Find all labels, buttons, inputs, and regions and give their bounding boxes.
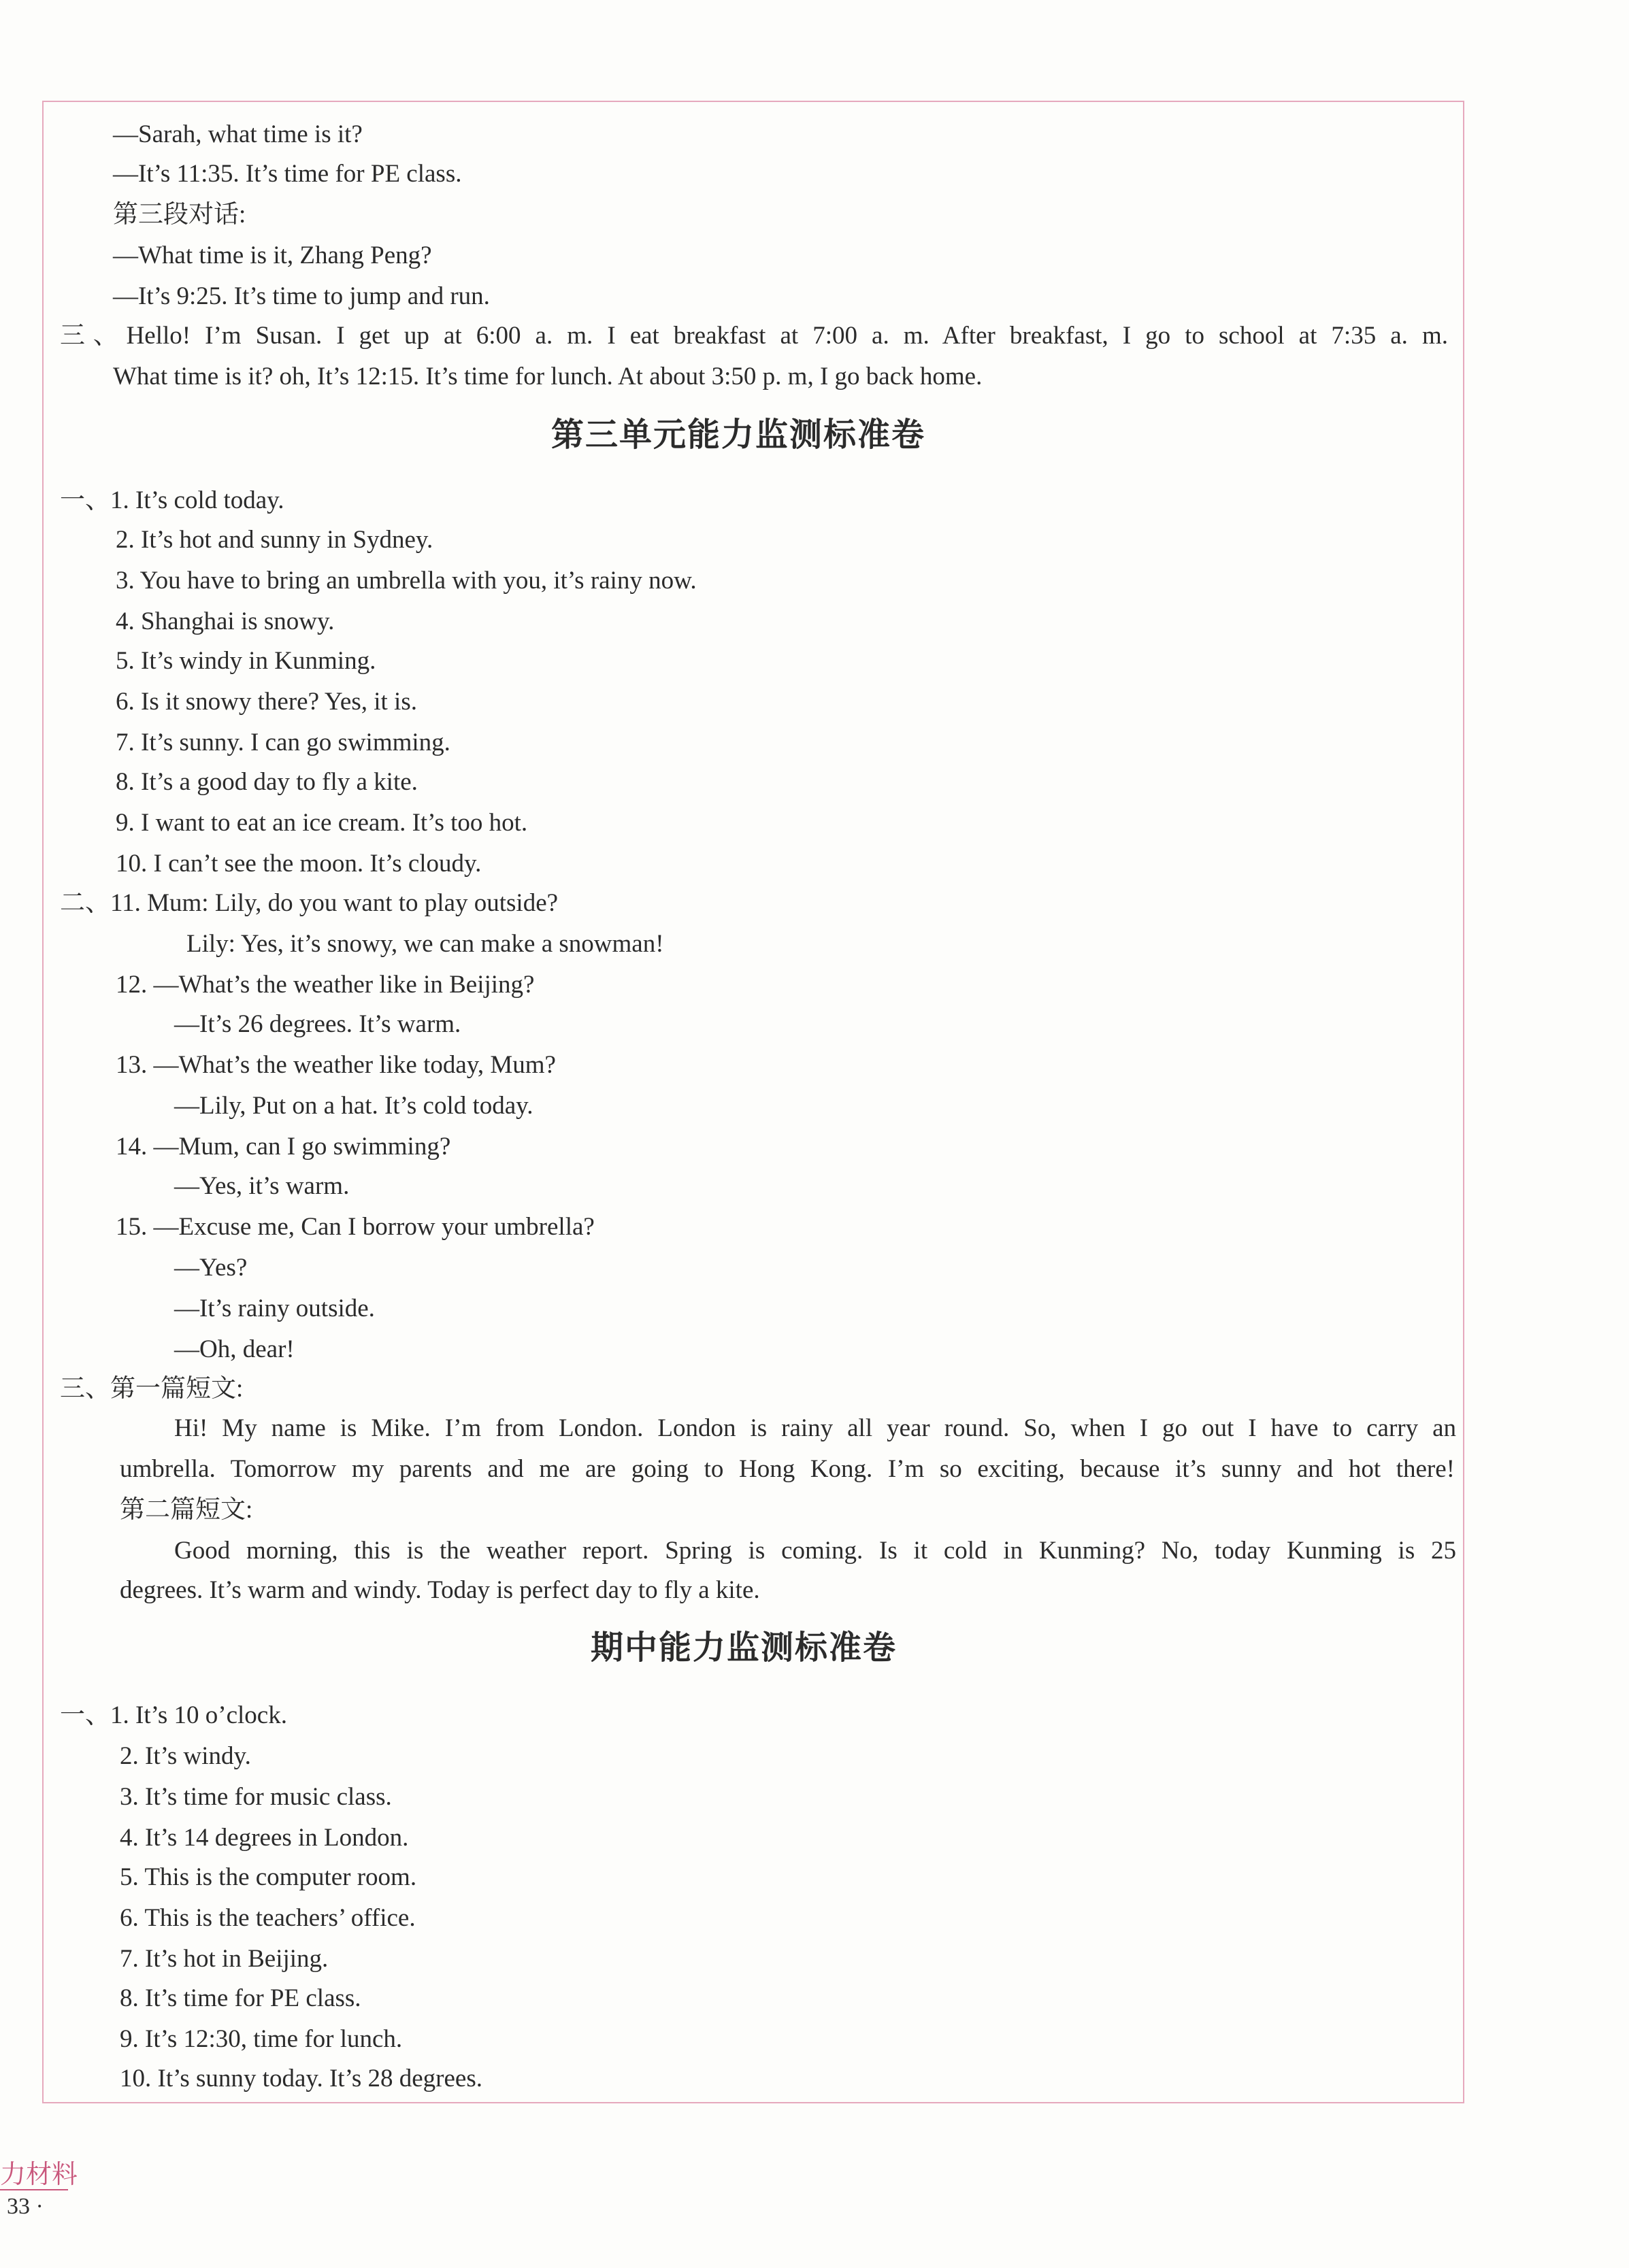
footer-label: 力材料 — [0, 2159, 78, 2189]
answer-line: 5. It’s windy in Kunming. — [116, 647, 376, 675]
passage-line: Good morning, this is the weather report. Spring is coming. Is it cold in Kunming? No, today Kunming is 25 — [174, 1537, 1456, 1565]
answer-line: 6. Is it snowy there? Yes, it is. — [116, 688, 417, 716]
answer-line: 7. It’s hot in Beijing. — [120, 1945, 329, 1973]
answer-line: 5. This is the computer room. — [120, 1863, 417, 1891]
answer-line: 2. It’s windy. — [120, 1742, 251, 1770]
answer-line: 7. It’s sunny. I can go swimming. — [116, 729, 450, 756]
answer-line: 2. It’s hot and sunny in Sydney. — [116, 526, 433, 554]
answer-line: —Lily, Put on a hat. It’s cold today. — [174, 1092, 533, 1120]
answer-line: —Yes, it’s warm. — [174, 1172, 350, 1200]
passage-heading: 三、第一篇短文: — [60, 1375, 244, 1403]
answer-line: —It’s 26 degrees. It’s warm. — [174, 1010, 461, 1038]
dialog-line: —What time is it, Zhang Peng? — [113, 241, 432, 269]
dialog-line: —It’s 11:35. It’s time for PE class. — [113, 160, 462, 188]
answer-line: 一、1. It’s cold today. — [60, 486, 284, 514]
answer-line: 一、1. It’s 10 o’clock. — [60, 1701, 287, 1729]
answer-line: 14. —Mum, can I go swimming? — [116, 1133, 451, 1161]
section-title-midterm: 期中能力监测标准卷 — [591, 1629, 898, 1667]
answer-line: 4. It’s 14 degrees in London. — [120, 1824, 409, 1852]
answer-line: —Yes? — [174, 1254, 248, 1282]
answer-line: 8. It’s time for PE class. — [120, 1984, 361, 2012]
answer-line: 9. It’s 12:30, time for lunch. — [120, 2025, 403, 2053]
answer-line: 10. I can’t see the moon. It’s cloudy. — [116, 850, 482, 878]
answer-line: Lily: Yes, it’s snowy, we can make a snowman! — [186, 930, 664, 958]
page-number: 33 · — [7, 2194, 44, 2219]
answer-line: 6. This is the teachers’ office. — [120, 1904, 416, 1932]
answer-line: —Oh, dear! — [174, 1335, 295, 1363]
answer-line: 12. —What’s the weather like in Beijing? — [116, 971, 535, 999]
answer-line: 8. It’s a good day to fly a kite. — [116, 768, 418, 796]
answer-line: 15. —Excuse me, Can I borrow your umbrella? — [116, 1213, 595, 1241]
answer-line: 二、11. Mum: Lily, do you want to play outside? — [60, 889, 559, 917]
answer-line: 3. It’s time for music class. — [120, 1783, 392, 1811]
passage-heading: 第二篇短文: — [120, 1496, 253, 1524]
footer-rule — [0, 2189, 68, 2190]
dialog-line: —Sarah, what time is it? — [113, 120, 363, 148]
passage-line: degrees. It’s warm and windy. Today is perfect day to fly a kite. — [120, 1576, 760, 1604]
passage-line: What time is it? oh, It’s 12:15. It’s time for lunch. At about 3:50 p. m, I go back home. — [113, 363, 983, 390]
dialog-line: —It’s 9:25. It’s time to jump and run. — [113, 282, 490, 310]
answer-line: 4. Shanghai is snowy. — [116, 607, 335, 635]
answer-line: 3. You have to bring an umbrella with you, it’s rainy now. — [116, 567, 697, 595]
passage-line: Hi! My name is Mike. I’m from London. London is rainy all year round. So, when I go out I have to carry an — [174, 1414, 1456, 1442]
passage-line: 三、Hello! I’m Susan. I get up at 6:00 a. m. I eat breakfast at 7:00 a. m. After breakfast, I go to school at 7:35 a. m. — [60, 322, 1448, 350]
section-title-unit3: 第三单元能力监测标准卷 — [551, 416, 926, 454]
answer-line: 9. I want to eat an ice cream. It’s too hot. — [116, 809, 528, 837]
answer-line: —It’s rainy outside. — [174, 1295, 375, 1322]
answer-line: 13. —What’s the weather like today, Mum? — [116, 1051, 556, 1079]
answer-line: 10. It’s sunny today. It’s 28 degrees. — [120, 2065, 482, 2092]
dialog-heading: 第三段对话: — [113, 201, 246, 229]
passage-line: umbrella. Tomorrow my parents and me are going to Hong Kong. I’m so exciting, because it’s sunny and hot there! — [120, 1455, 1455, 1483]
